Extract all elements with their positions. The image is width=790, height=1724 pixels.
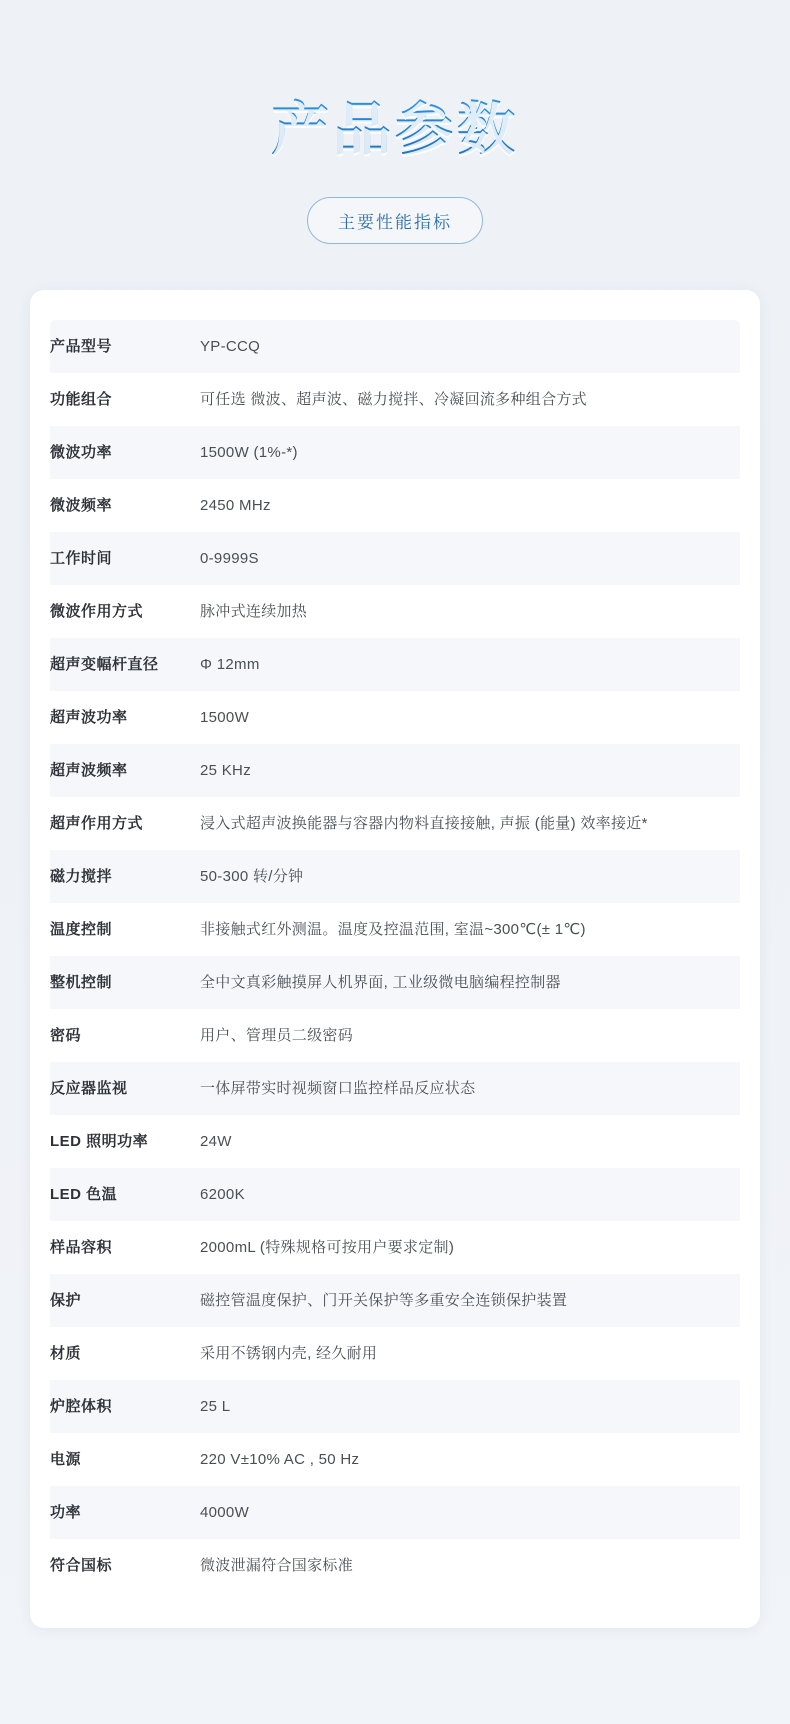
spec-value: YP-CCQ xyxy=(200,320,740,373)
spec-value: 脉冲式连续加热 xyxy=(200,585,740,638)
spec-value: 采用不锈钢内壳, 经久耐用 xyxy=(200,1327,740,1380)
spec-key: 炉腔体积 xyxy=(50,1380,200,1433)
spec-key: 样品容积 xyxy=(50,1221,200,1274)
spec-value: 220 V±10% AC , 50 Hz xyxy=(200,1433,740,1486)
spec-key: 超声作用方式 xyxy=(50,797,200,850)
spec-key: 磁力搅拌 xyxy=(50,850,200,903)
spec-key: 电源 xyxy=(50,1433,200,1486)
spec-value: 50-300 转/分钟 xyxy=(200,850,740,903)
spec-value: 1500W xyxy=(200,691,740,744)
spec-key: 保护 xyxy=(50,1274,200,1327)
spec-value: 1500W (1%-*) xyxy=(200,426,740,479)
spec-key: LED 色温 xyxy=(50,1168,200,1221)
table-row xyxy=(50,1274,740,1327)
page-title: 产品参数 xyxy=(270,95,519,163)
spec-key: 符合国标 xyxy=(50,1539,200,1592)
spec-key: 超声变幅杆直径 xyxy=(50,638,200,691)
spec-value: Φ 12mm xyxy=(200,638,740,691)
spec-table xyxy=(50,320,740,1592)
table-row xyxy=(50,1115,740,1168)
table-row xyxy=(50,1486,740,1539)
table-row xyxy=(50,320,740,373)
spec-value: 用户、管理员二级密码 xyxy=(200,1009,740,1062)
table-row xyxy=(50,1380,740,1433)
spec-key: 微波频率 xyxy=(50,479,200,532)
subtitle-badge: 主要性能指标 xyxy=(307,197,483,244)
spec-value: 磁控管温度保护、门开关保护等多重安全连锁保护装置 xyxy=(200,1274,740,1327)
spec-value: 6200K xyxy=(200,1168,740,1221)
spec-value: 25 KHz xyxy=(200,744,740,797)
spec-value: 25 L xyxy=(200,1380,740,1433)
table-row xyxy=(50,1327,740,1380)
spec-key: 超声波功率 xyxy=(50,691,200,744)
spec-key: 整机控制 xyxy=(50,956,200,1009)
spec-value: 4000W xyxy=(200,1486,740,1539)
table-row xyxy=(50,956,740,1009)
table-row xyxy=(50,1221,740,1274)
spec-key: 密码 xyxy=(50,1009,200,1062)
spec-value: 浸入式超声波换能器与容器内物料直接接触, 声振 (能量) 效率接近* xyxy=(200,797,740,850)
table-row xyxy=(50,479,740,532)
subtitle-wrap xyxy=(0,197,790,244)
spec-key: 微波功率 xyxy=(50,426,200,479)
spec-key: 功率 xyxy=(50,1486,200,1539)
table-row xyxy=(50,691,740,744)
spec-value: 全中文真彩触摸屏人机界面, 工业级微电脑编程控制器 xyxy=(200,956,740,1009)
table-row xyxy=(50,532,740,585)
table-row xyxy=(50,638,740,691)
spec-key: 材质 xyxy=(50,1327,200,1380)
spec-value: 微波泄漏符合国家标准 xyxy=(200,1539,740,1592)
spec-value: 2000mL (特殊规格可按用户要求定制) xyxy=(200,1221,740,1274)
table-row xyxy=(50,585,740,638)
spec-value: 2450 MHz xyxy=(200,479,740,532)
table-row xyxy=(50,1168,740,1221)
spec-key: 产品型号 xyxy=(50,320,200,373)
spec-key: 功能组合 xyxy=(50,373,200,426)
spec-table-body xyxy=(50,320,740,1592)
table-row xyxy=(50,373,740,426)
page-title-wrap xyxy=(271,96,519,163)
spec-value: 可任选 微波、超声波、磁力搅拌、冷凝回流多种组合方式 xyxy=(200,373,740,426)
spec-key: 工作时间 xyxy=(50,532,200,585)
spec-value: 24W xyxy=(200,1115,740,1168)
spec-key: LED 照明功率 xyxy=(50,1115,200,1168)
table-row xyxy=(50,1539,740,1592)
table-row xyxy=(50,744,740,797)
table-row xyxy=(50,903,740,956)
table-row xyxy=(50,797,740,850)
table-row xyxy=(50,850,740,903)
spec-key: 反应器监视 xyxy=(50,1062,200,1115)
spec-value: 一体屏带实时视频窗口监控样品反应状态 xyxy=(200,1062,740,1115)
spec-key: 微波作用方式 xyxy=(50,585,200,638)
table-row xyxy=(50,1062,740,1115)
table-row xyxy=(50,1433,740,1486)
page-header xyxy=(0,0,790,244)
table-row xyxy=(50,426,740,479)
spec-key: 超声波频率 xyxy=(50,744,200,797)
spec-value: 0-9999S xyxy=(200,532,740,585)
spec-value: 非接触式红外测温。温度及控温范围, 室温~300℃(± 1℃) xyxy=(200,903,740,956)
table-row xyxy=(50,1009,740,1062)
spec-key: 温度控制 xyxy=(50,903,200,956)
spec-card xyxy=(30,290,760,1628)
